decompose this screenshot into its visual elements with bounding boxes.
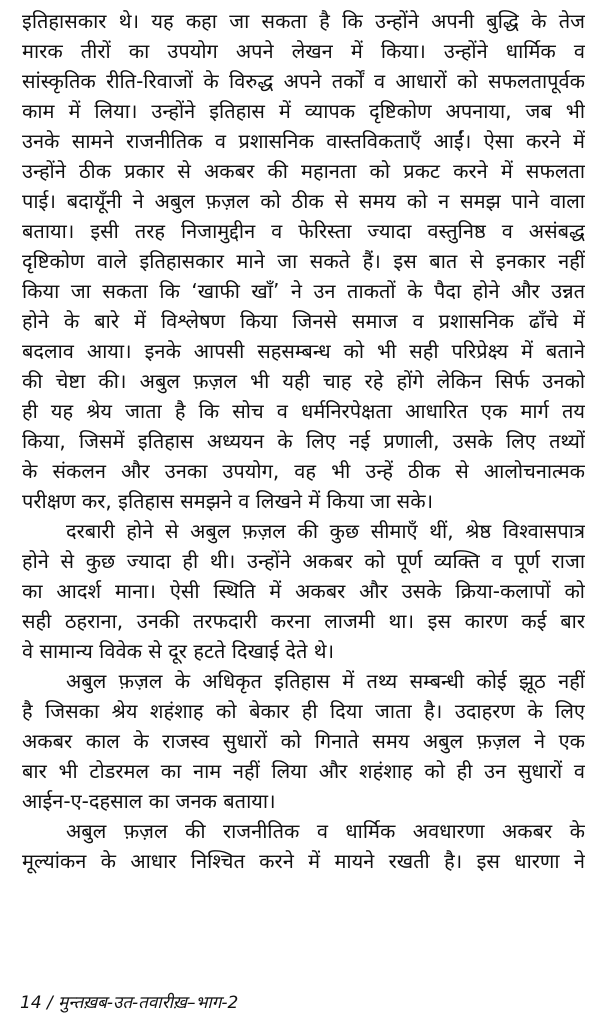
text-line: मारक तीरों का उपयोग अपने लेखन में किया। उन्होंने धार्मिक व	[22, 39, 585, 63]
page-body	[22, 6, 585, 876]
text-line: पाई। बदायूँनी ने अबुल फ़ज़ल को ठीक से समय को न समझ पाने वाला	[22, 189, 585, 213]
text-line: काम में लिया। उन्होंने इतिहास में व्यापक दृष्टिकोण अपनाया, जब भी	[22, 99, 585, 123]
text-line: का आदर्श माना। ऐसी स्थिति में अकबर और उसके क्रिया-कलापों को	[22, 579, 585, 603]
text-line: होने से कुछ ज्यादा ही थी। उन्होंने अकबर को पूर्ण व्यक्ति व पूर्ण राजा	[22, 549, 585, 573]
text-line: सही ठहराना, उनकी तरफदारी करना लाजमी था। इस कारण कई बार	[22, 609, 585, 633]
paragraph-start-line: दरबारी होने से अबुल फ़ज़ल की कुछ सीमाएँ थीं, श्रेष्ठ विश्वासपात्र	[66, 519, 585, 543]
text-line: उनके सामने राजनीतिक व प्रशासनिक वास्तविकताएँ आईं। ऐसा करने में	[22, 129, 585, 153]
paragraph-start-line: अबुल फ़ज़ल की राजनीतिक व धार्मिक अवधारणा अकबर के	[66, 819, 585, 843]
text-line: बार भी टोडरमल का नाम नहीं लिया और शहंशाह को ही उन सुधारों व	[22, 759, 585, 783]
text-line: है जिसका श्रेय शहंशाह को बेकार ही दिया जाता है। उदाहरण के लिए	[22, 699, 585, 723]
text-line: परीक्षण कर, इतिहास समझने व लिखने में किया जा सके।	[22, 489, 434, 513]
text-line: किया, जिसमें इतिहास अध्ययन के लिए नई प्रणाली, उसके लिए तथ्यों	[22, 429, 585, 453]
text-line: वे सामान्य विवेक से दूर हटते दिखाई देते थे।	[22, 639, 335, 663]
text-line: उन्होंने ठीक प्रकार से अकबर की महानता को प्रकट करने में सफलता	[22, 159, 585, 183]
paragraph-start-line: अबुल फ़ज़ल के अधिकृत इतिहास में तथ्य सम्बन्धी कोई झूठ नहीं	[66, 669, 585, 693]
page-footer: 14 / मुन्तख़ब-उत-तवारीख़–भाग-2	[20, 993, 239, 1013]
text-line: होने के बारे में विश्लेषण किया जिनसे समाज व प्रशासनिक ढाँचे में	[22, 309, 585, 333]
text-line: के संकलन और उनका उपयोग, वह भी उन्हें ठीक से आलोचनात्मक	[22, 459, 585, 483]
text-line: किया जा सकता कि ‘खाफी खाँ’ ने उन ताकतों के पैदा होने और उन्नत	[22, 279, 585, 303]
text-line: बदलाव आया। इनके आपसी सहसम्बन्ध को भी सही परिप्रेक्ष्य में बताने	[22, 339, 585, 363]
text-line: आईन-ए-दहसाल का जनक बताया।	[22, 789, 276, 813]
text-line: सांस्कृतिक रीति-रिवाजों के विरुद्ध अपने तर्कों व आधारों को सफलतापूर्वक	[22, 69, 585, 93]
text-line: मूल्यांकन के आधार निश्चित करने में मायने रखती है। इस धारणा ने	[22, 849, 585, 873]
text-line: बताया। इसी तरह निजामुद्दीन व फेरिस्ता ज्यादा वस्तुनिष्ठ व असंबद्ध	[22, 219, 585, 243]
text-line: अकबर काल के राजस्व सुधारों को गिनाते समय अबुल फ़ज़ल ने एक	[22, 729, 585, 753]
text-line: की चेष्टा की। अबुल फ़ज़ल भी यही चाह रहे होंगे लेकिन सिर्फ उनको	[22, 369, 585, 393]
text-line: इतिहासकार थे। यह कहा जा सकता है कि उन्होंने अपनी बुद्धि के तेज	[22, 9, 585, 33]
text-line: ही यह श्रेय जाता है कि सोच व धर्मनिरपेक्षता आधारित एक मार्ग तय	[22, 399, 585, 423]
text-line: दृष्टिकोण वाले इतिहासकार माने जा सकते हैं। इस बात से इनकार नहीं	[22, 249, 585, 273]
